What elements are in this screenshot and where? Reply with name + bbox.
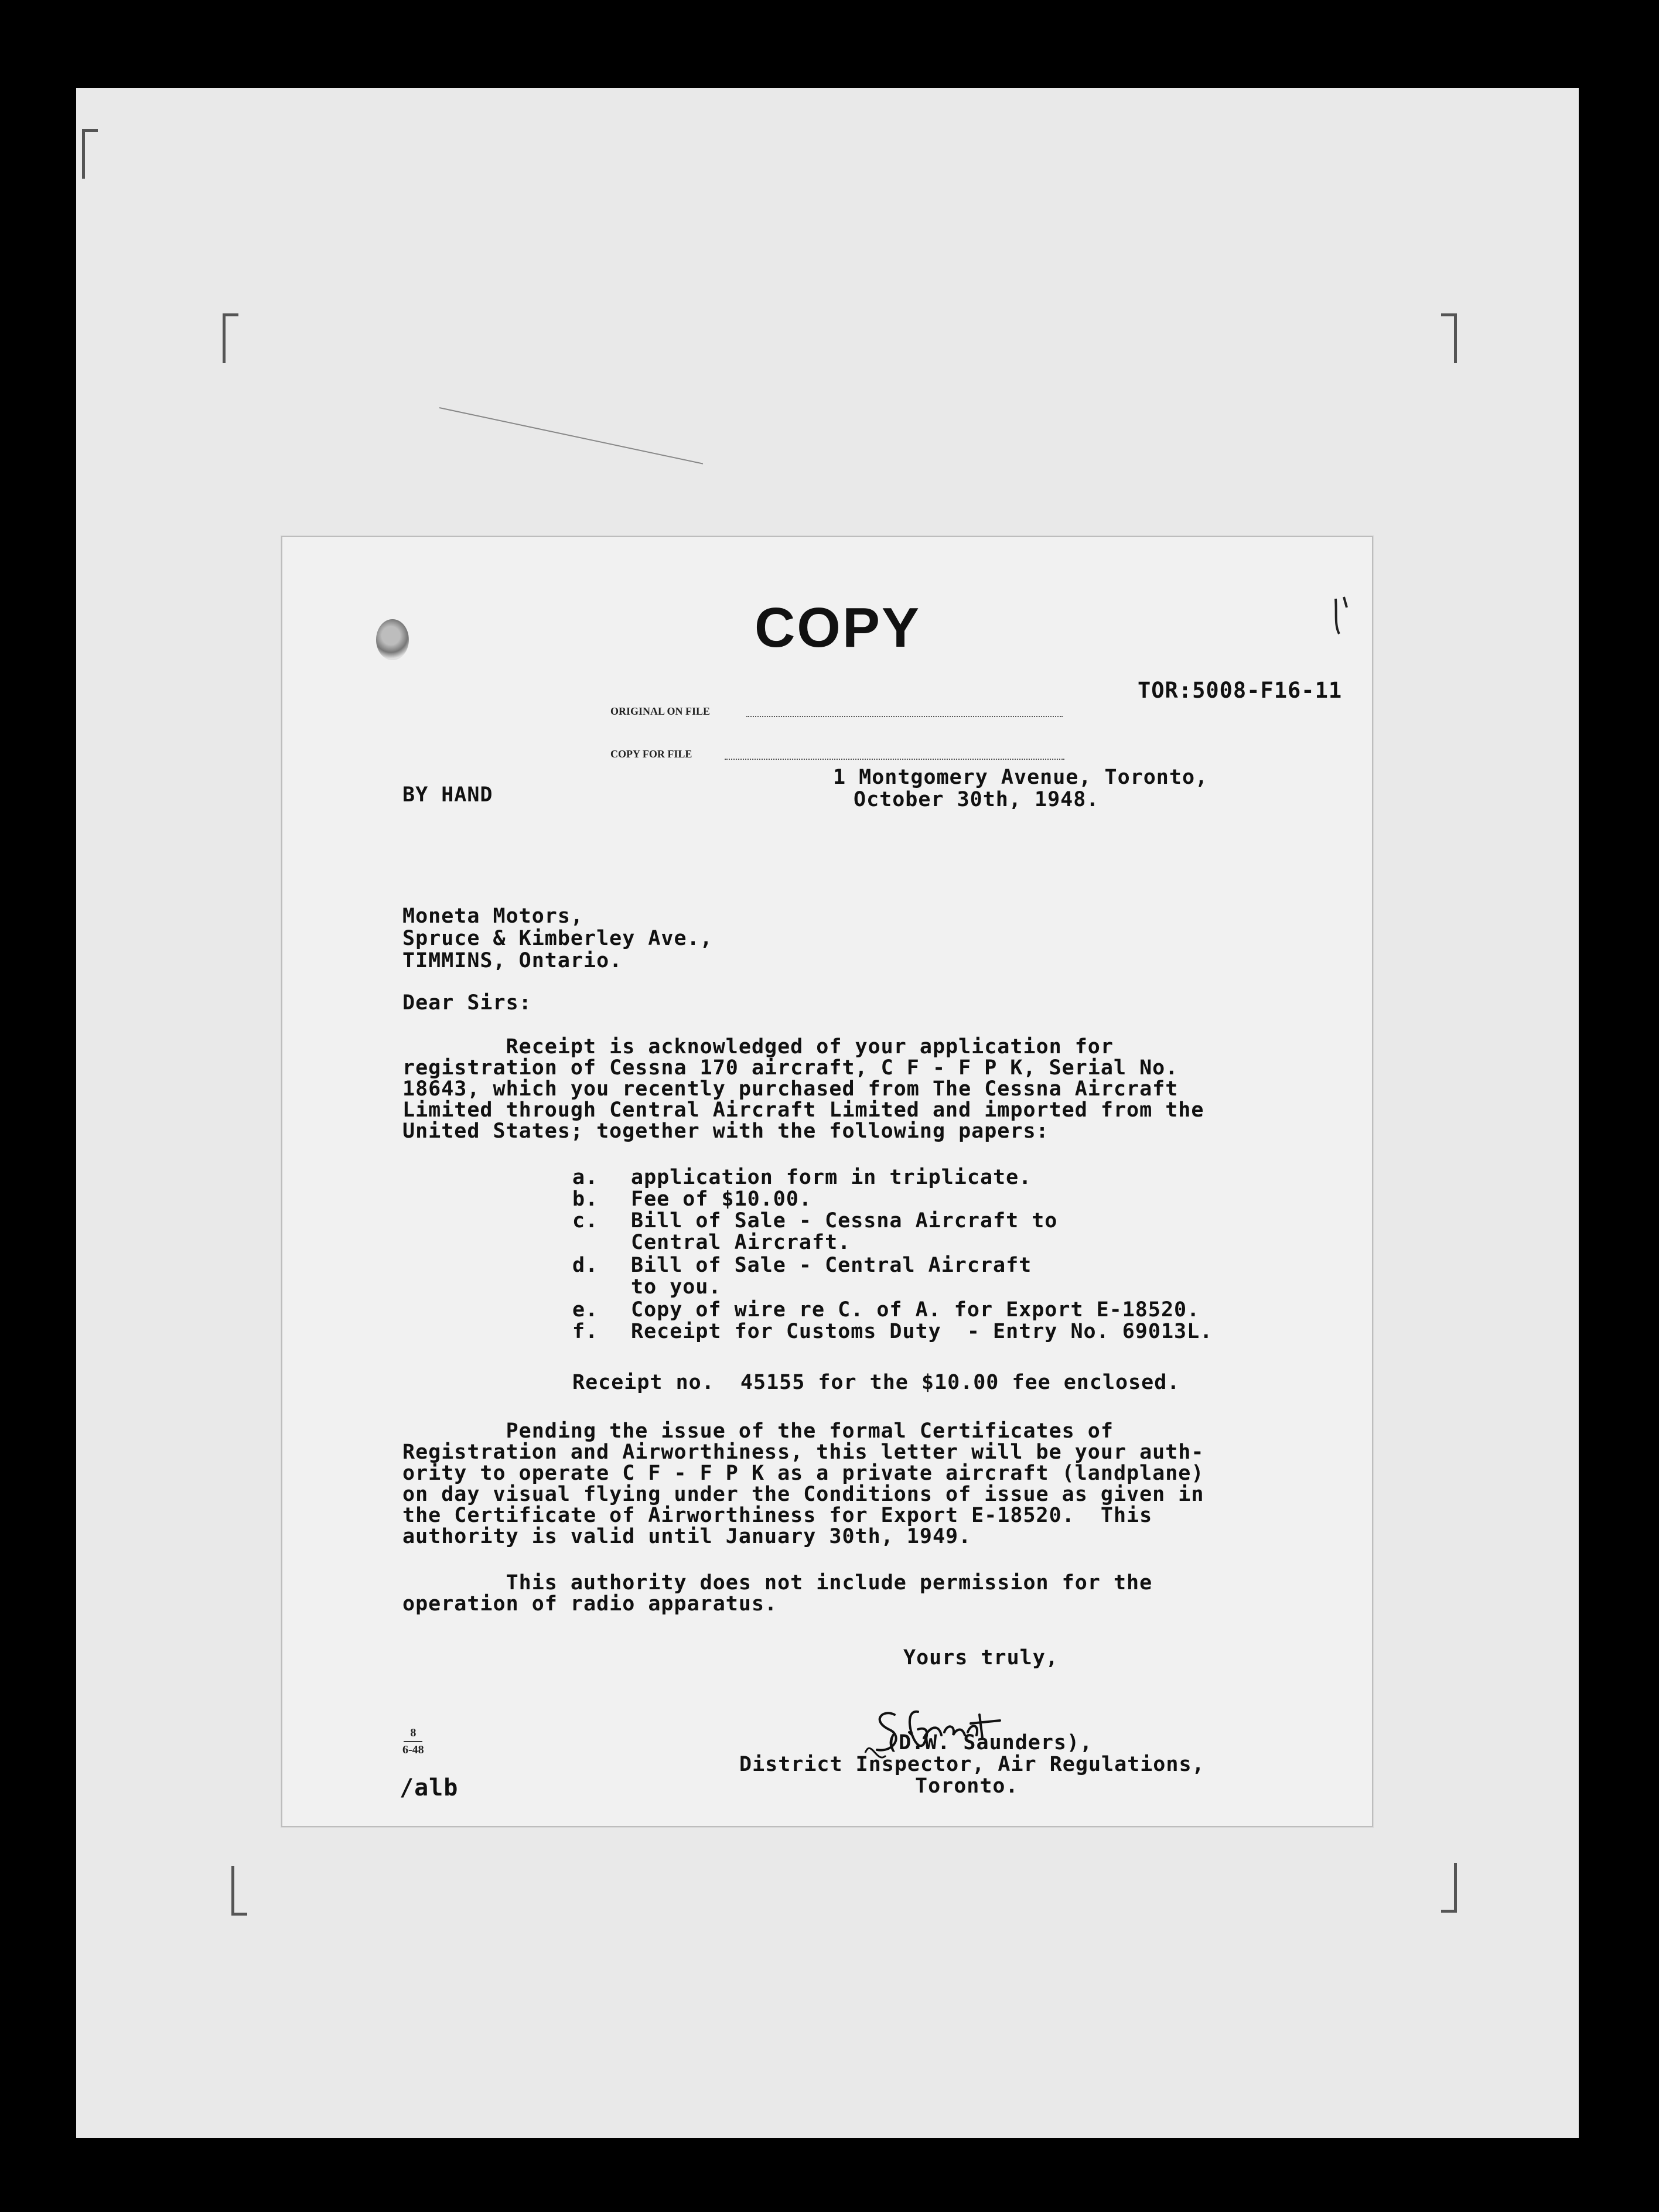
copy-for-file-label: COPY FOR FILE <box>610 748 692 760</box>
recipient-line-2: Spruce & Kimberley Ave., <box>402 927 713 950</box>
form-number-bottom: 6-48 <box>402 1743 424 1756</box>
paragraph2-line: Registration and Airworthiness, this letter will be your auth- <box>402 1440 1204 1464</box>
paper-item-text: Fee of $10.00. <box>631 1187 813 1211</box>
typist-initials: /alb <box>400 1774 459 1801</box>
paper-item-letter: f. <box>572 1320 599 1343</box>
form-number <box>402 1726 424 1757</box>
copy-for-file-line <box>725 759 1064 760</box>
paragraph2-line: on day visual flying under the Conditions of issue as given in <box>402 1483 1204 1506</box>
form-number-divider <box>404 1741 422 1742</box>
paper-item-text: Bill of Sale - Central Aircraft <box>631 1254 1032 1277</box>
paper-item-letter: d. <box>572 1254 599 1277</box>
paragraph3-line: operation of radio apparatus. <box>402 1592 778 1616</box>
paragraph1-line: Limited through Central Aircraft Limited and imported from the <box>402 1098 1204 1122</box>
sender-date: October 30th, 1948. <box>854 788 1100 811</box>
signer-title: District Inspector, Air Regulations, <box>739 1753 1205 1776</box>
signer-name: (D.W. Saunders), <box>886 1731 1093 1754</box>
signer-city: Toronto. <box>915 1774 1019 1798</box>
paragraph1-line: registration of Cessna 170 aircraft, C F - F P K, Serial No. <box>402 1056 1179 1080</box>
receipt-line: Receipt no. 45155 for the $10.00 fee enclosed. <box>572 1371 1180 1394</box>
letter-page <box>281 536 1373 1827</box>
paper-item-text: Central Aircraft. <box>631 1231 851 1254</box>
sender-address-line-1: 1 Montgomery Avenue, Toronto, <box>833 766 1209 789</box>
paper-item-text: Bill of Sale - Cessna Aircraft to <box>631 1209 1058 1233</box>
paper-item-letter: e. <box>572 1298 599 1322</box>
original-on-file-line <box>746 716 1063 717</box>
closing: Yours truly, <box>903 1646 1059 1670</box>
paragraph2-line: authority is valid until January 30th, 1949. <box>402 1525 972 1548</box>
crop-mark-top-left <box>82 129 98 179</box>
paper-item-text: Copy of wire re C. of A. for Export E-18520. <box>631 1298 1200 1322</box>
copy-stamp: COPY <box>754 596 921 659</box>
paragraph1-line: 18643, which you recently purchased from The Cessna Aircraft <box>402 1077 1179 1101</box>
crop-mark-bottom-right <box>1441 1863 1457 1913</box>
original-on-file-label: ORIGINAL ON FILE <box>610 705 711 717</box>
paper-item-letter: a. <box>572 1166 599 1189</box>
delivery-method: BY HAND <box>402 783 493 807</box>
form-number-top: 8 <box>410 1726 417 1739</box>
paragraph2-line: ority to operate C F - F P K as a private aircraft (landplane) <box>402 1462 1204 1485</box>
scratch-mark <box>439 407 703 465</box>
paper-item-letter: b. <box>572 1187 599 1211</box>
paper-item-letter: c. <box>572 1209 599 1233</box>
crop-mark-bottom-left <box>231 1866 247 1916</box>
paper-item-text: application form in triplicate. <box>631 1166 1032 1189</box>
recipient-line-3: TIMMINS, Ontario. <box>402 949 623 972</box>
paragraph3-line: This authority does not include permission for the <box>402 1571 1153 1595</box>
paper-item-text: to you. <box>631 1275 722 1299</box>
crop-mark-top-right-inner <box>1441 313 1457 363</box>
pencil-mark <box>1331 596 1349 637</box>
paper-item-text: Receipt for Customs Duty - Entry No. 69013L. <box>631 1320 1213 1343</box>
crop-mark-top-left-inner <box>223 313 238 363</box>
paragraph2-line: the Certificate of Airworthiness for Export E-18520. This <box>402 1504 1153 1527</box>
file-reference: TOR:5008-F16-11 <box>1138 678 1343 703</box>
recipient-line-1: Moneta Motors, <box>402 904 584 928</box>
punch-hole <box>376 619 409 660</box>
paragraph1-line: United States; together with the following papers: <box>402 1119 1049 1143</box>
paragraph2-line: Pending the issue of the formal Certificates of <box>402 1419 1114 1443</box>
paragraph1-line: Receipt is acknowledged of your application for <box>402 1035 1114 1059</box>
salutation: Dear Sirs: <box>402 991 532 1015</box>
